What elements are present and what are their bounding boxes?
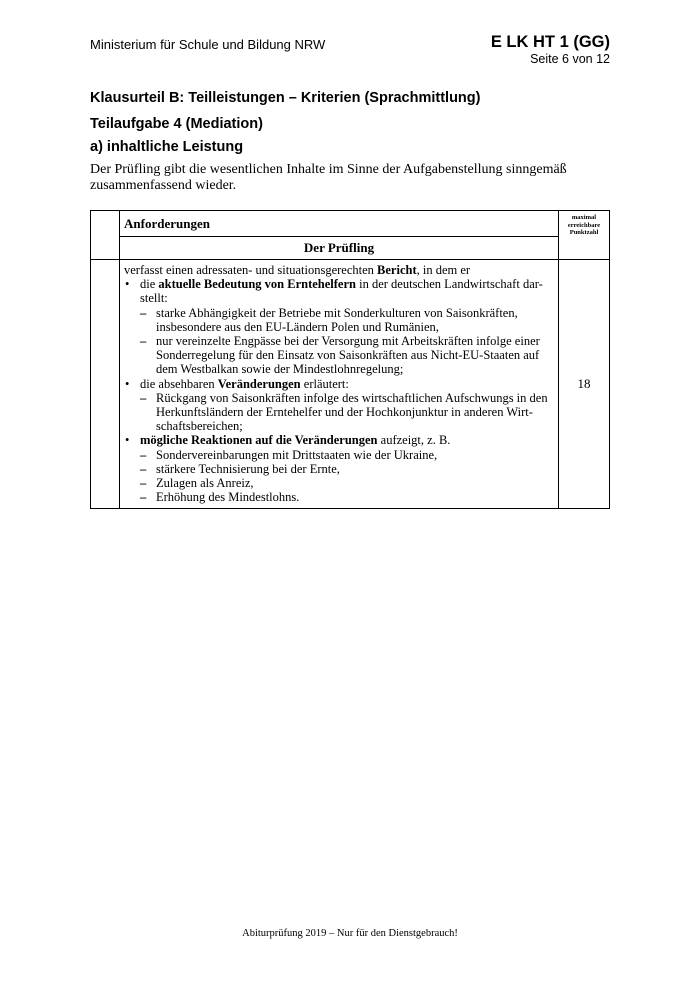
max-points-header	[559, 211, 610, 260]
empty-header-cell	[91, 211, 120, 260]
list-item: • die absehbaren Veränderungen erläutert:	[125, 376, 349, 391]
intro-line: verfasst einen adressaten- und situationsgerechten Bericht, in dem er	[124, 263, 471, 277]
criteria-table	[90, 210, 610, 509]
task-heading: Teilaufgabe 4 (Mediation)	[90, 116, 263, 132]
examinee-subheader: Der Prüfling	[120, 237, 559, 260]
intro-text: Der Prüfling gibt die wesentlichen Inhalte im Sinne der Aufgabenstellung sinngemäß zusammenfassend wieder.	[90, 162, 567, 193]
requirements-content	[120, 260, 559, 509]
dash-icon: –	[140, 461, 147, 476]
sub-list-item: – starke Abhängigkeit der Betriebe mit Sonderkulturen von Saisonkräften, insbesondere aus den EU-Ländern Polen und Rumänien,	[140, 305, 518, 334]
dash-icon: –	[140, 476, 147, 491]
max-label-line: erreichbare	[567, 221, 601, 229]
max-points-value: 18	[559, 260, 610, 509]
sub-list-item: – Sondervereinbarungen mit Drittstaaten wie der Ukraine,	[140, 447, 438, 462]
footer-note: Abiturprüfung 2019 – Nur für den Dienstgebrauch!	[242, 928, 458, 939]
max-label-line: maximal	[571, 214, 597, 221]
exam-code: E LK HT 1 (GG)	[490, 33, 610, 51]
ministry-name: Ministerium für Schule und Bildung NRW	[90, 37, 326, 52]
sub-list-item: – Zulagen als Anreiz,	[140, 476, 254, 491]
dash-icon: –	[140, 334, 147, 349]
page-number: Seite 6 von 12	[530, 52, 610, 66]
document-header	[491, 33, 610, 66]
section-heading: a) inhaltliche Leistung	[90, 139, 244, 155]
bullet-icon: •	[125, 376, 130, 391]
sub-list-item: – stärkere Technisierung bei der Ernte,	[140, 461, 340, 476]
sub-list-item: – Rückgang von Saisonkräften infolge des wirtschaftlichen Aufschwungs in den Herkunftsländern der Erntehelfer und der Hochkonjunktur in anderen Wirt- schaftsbereichen;	[140, 390, 548, 434]
dash-icon: –	[140, 447, 147, 462]
empty-row-cell	[91, 260, 120, 509]
dash-icon: –	[140, 490, 147, 505]
sub-list-item: – nur vereinzelte Engpässe bei der Versorgung mit Arbeitskräften infolge einer Sonderregelung für den Einsatz von Saisonkräften aus Nicht-EU-Staaten auf dem Westbalkan sowie der Mindestlohnregelung;	[140, 334, 540, 377]
bullet-icon: •	[125, 433, 130, 448]
requirements-header: Anforderungen	[120, 211, 559, 237]
dash-icon: –	[140, 305, 147, 320]
dash-icon: –	[140, 390, 147, 405]
max-label-line: Punktzahl	[569, 229, 599, 236]
sub-list-item: – Erhöhung des Mindestlohns.	[140, 490, 300, 505]
list-item: • mögliche Reaktionen auf die Veränderungen aufzeigt, z. B.	[125, 433, 451, 448]
list-item: • die aktuelle Bedeutung von Erntehelfern in der deutschen Landwirtschaft dar- stellt:	[125, 277, 543, 306]
bullet-icon: •	[125, 277, 130, 292]
part-heading: Klausurteil B: Teilleistungen – Kriterien (Sprachmittlung)	[90, 90, 481, 106]
